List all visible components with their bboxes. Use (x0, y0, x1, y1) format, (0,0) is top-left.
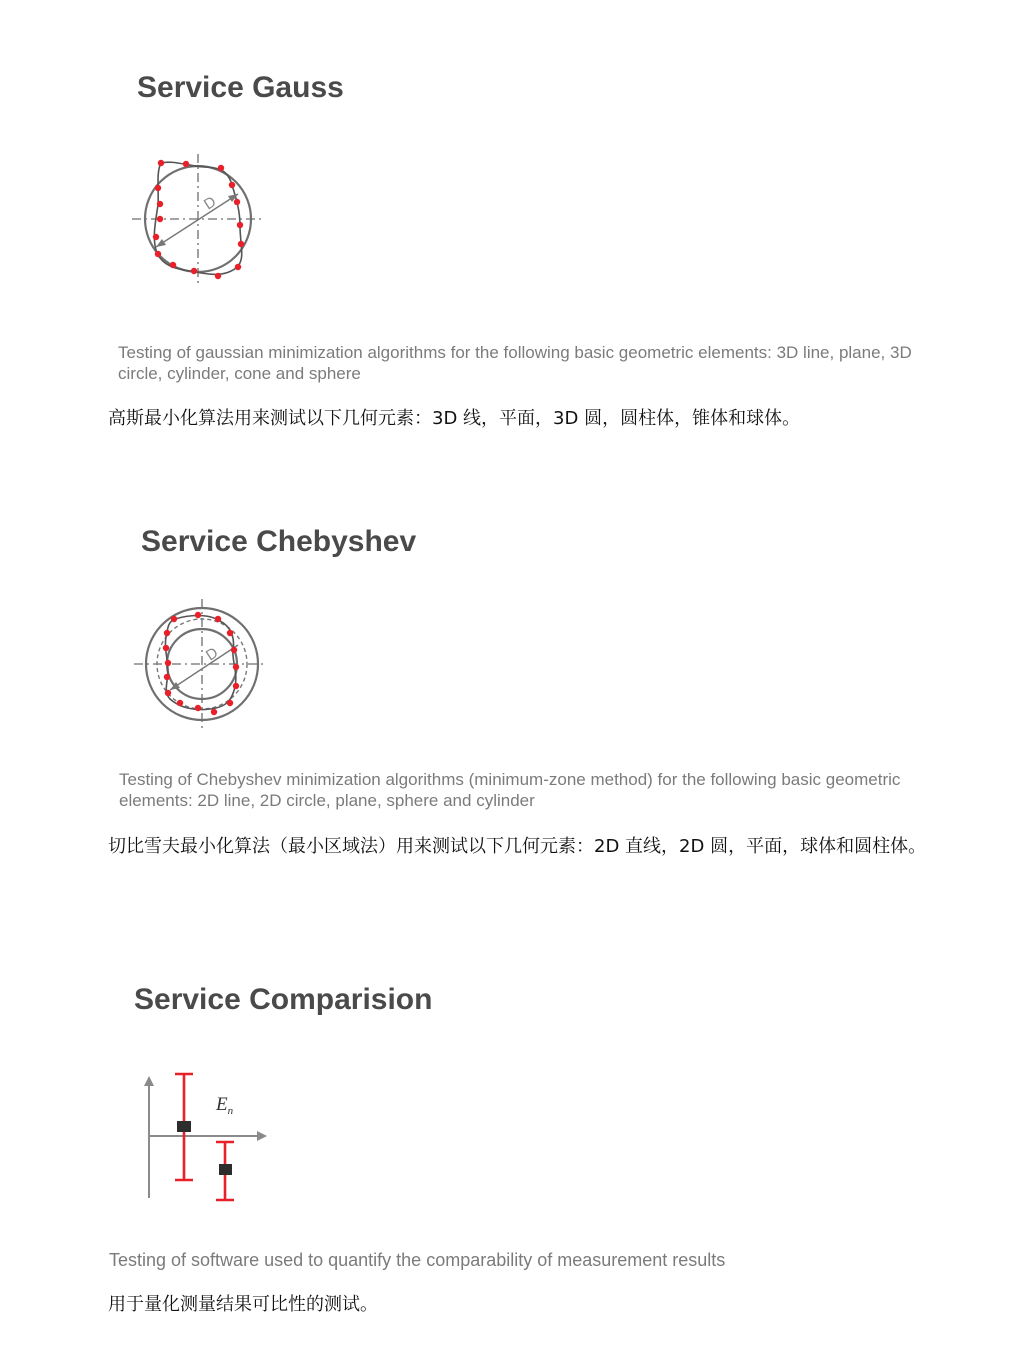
section-gauss-chinese-description: 高斯最小化算法用来测试以下几何元素：3D 线，平面，3D 圆，圆柱体，锥体和球体。 (108, 408, 801, 429)
comparision-y-arrow-icon (144, 1076, 154, 1086)
gauss-arrow-head-bottom (156, 239, 166, 247)
section-comparision-title: Service Comparision (134, 983, 433, 1016)
comparision-x-arrow-icon (257, 1131, 267, 1141)
gauss-diameter-label: D (200, 193, 220, 214)
section-chebyshev-title: Service Chebyshev (141, 525, 417, 558)
comparision-value-marker-1 (177, 1121, 191, 1132)
section-chebyshev-english-description: Testing of Chebyshev minimization algorithms (minimum-zone method) for the following basic geometric elements: 2D line, 2D circle, plane, sphere and cylinder (119, 770, 901, 810)
comparision-error-bar-2 (216, 1142, 234, 1200)
section-chebyshev-chinese-description: 切比雪夫最小化算法（最小区域法）用来测试以下几何元素：2D 直线，2D 圆，平面，球体和圆柱体。 (108, 836, 927, 857)
chebyshev-diameter-label: D (202, 644, 222, 665)
section-gauss-title: Service Gauss (137, 71, 344, 104)
comparision-en-label: $E_n$ (216, 1094, 234, 1117)
section-comparision-english-description: Testing of software used to quantify the comparability of measurement results (109, 1250, 726, 1270)
gauss-diagram (128, 150, 268, 290)
comparision-diagram (138, 1068, 278, 1208)
comparision-error-bar-1 (175, 1074, 193, 1180)
comparision-value-marker-2 (219, 1164, 232, 1175)
gauss-diameter-line (156, 194, 238, 247)
chebyshev-diagram (130, 595, 270, 735)
section-gauss-english-description: Testing of gaussian minimization algorithms for the following basic geometric elements: 3D line, plane, 3D circle, cylinder, cone and sphere (118, 343, 912, 383)
section-comparision-chinese-description: 用于量化测量结果可比性的测试。 (108, 1294, 378, 1315)
